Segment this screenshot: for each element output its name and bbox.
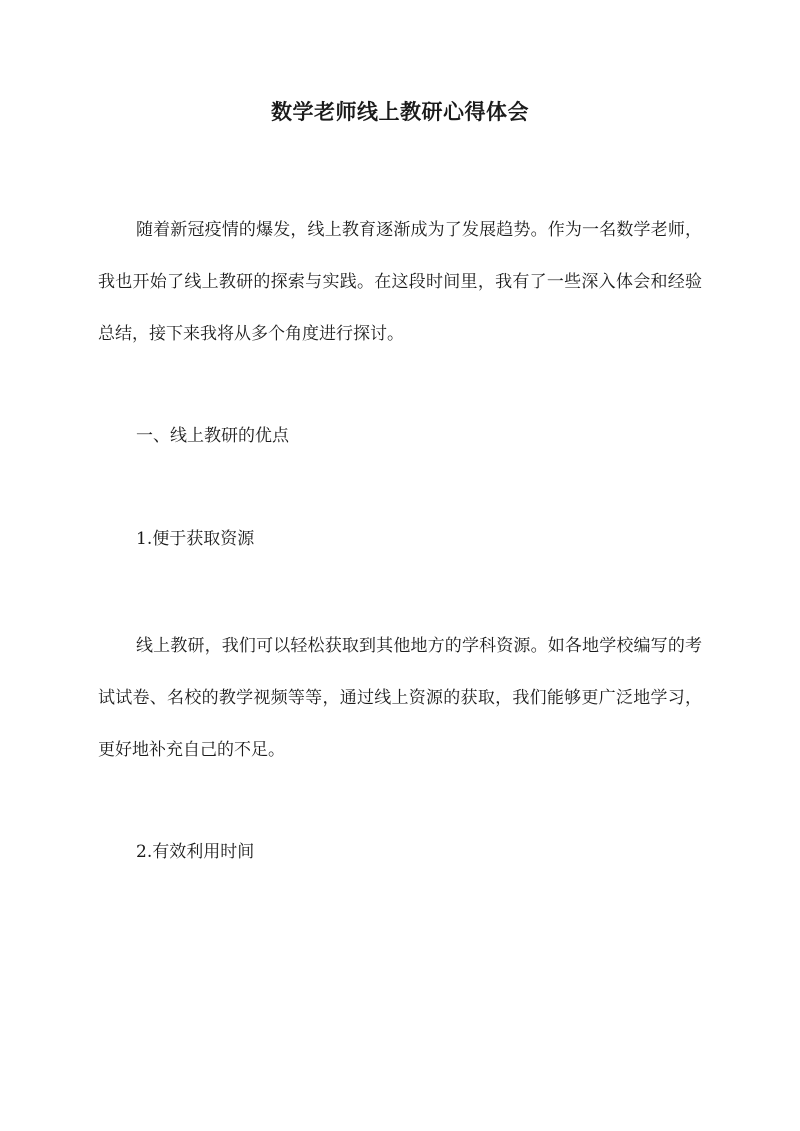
item-heading-time: 2.有效利用时间 (136, 842, 255, 862)
item-body-resources: 线上教研，我们可以轻松获取到其他地方的学科资源。如各地学校编写的考试试卷、名校的教学视频等等，通过线上资源的获取，我们能够更广泛地学习，更好地补充自己的不足。 (98, 636, 702, 760)
intro-paragraph: 随着新冠疫情的爆发，线上教育逐渐成为了发展趋势。作为一名数学老师，我也开始了线上教研的探索与实践。在这段时间里，我有了一些深入体会和经验总结，接下来我将从多个角度进行探讨。 (98, 220, 702, 344)
document-title: 数学老师线上教研心得体会 (271, 99, 529, 124)
section-heading-advantages: 一、线上教研的优点 (136, 426, 289, 446)
item-heading-resources: 1.便于获取资源 (136, 529, 255, 549)
